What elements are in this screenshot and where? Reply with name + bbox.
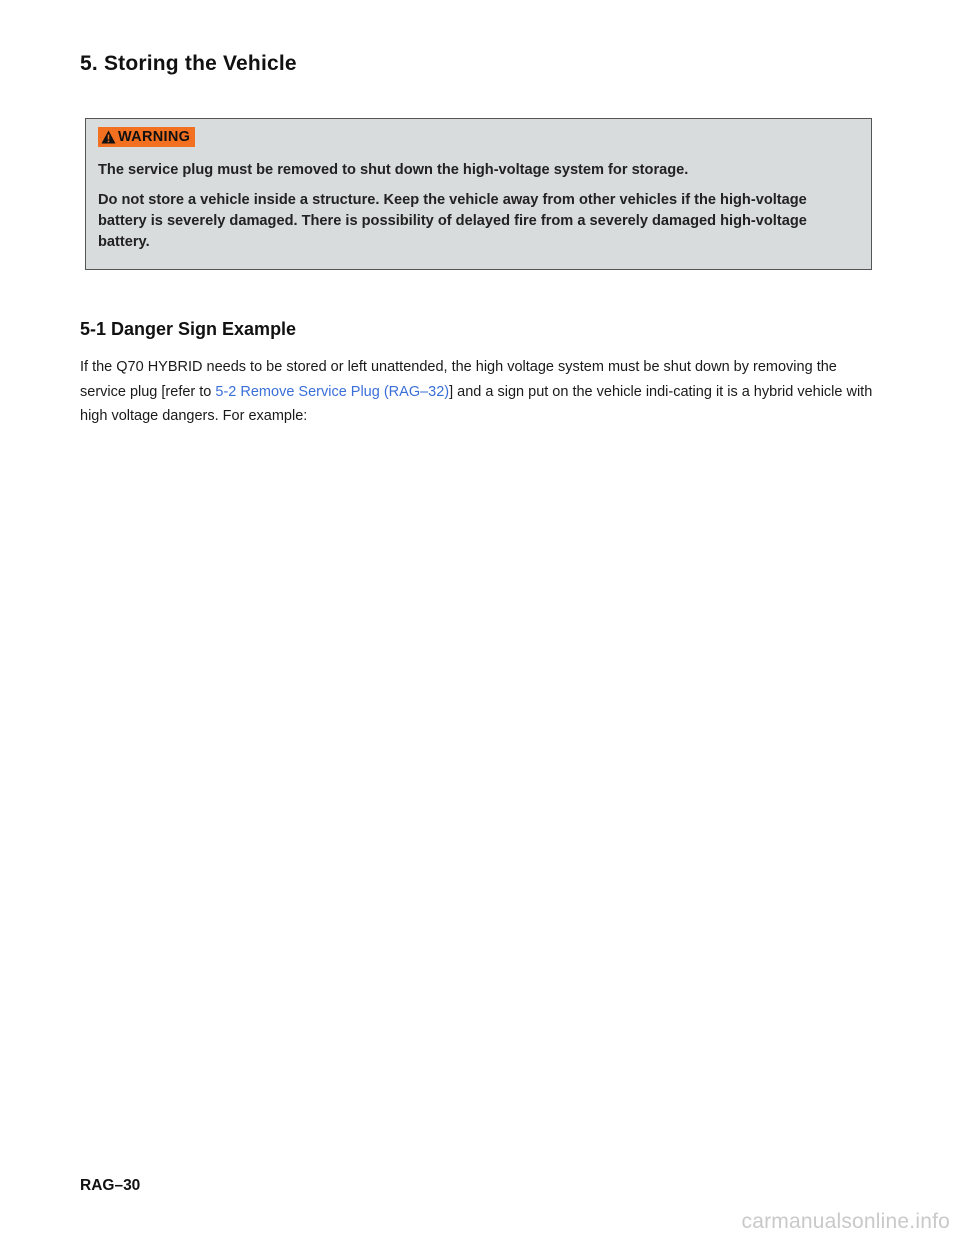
warning-box xyxy=(85,118,872,270)
warning-text-storage: The service plug must be removed to shut down the high-voltage system for storage. xyxy=(98,162,689,178)
body-text-before-link: If the Q70 HYBRID needs to be stored or left unattended, the high voltage system must be shut down by removing the service plug [refer to xyxy=(80,359,837,400)
remove-service-plug-link[interactable]: 5-2 Remove Service Plug (RAG–32) xyxy=(215,383,450,400)
warning-triangle-icon xyxy=(101,130,116,144)
page-code: RAG–30 xyxy=(80,1177,141,1194)
body-text-after-link: ] and a sign put on the vehicle indi-cating it is a hybrid vehicle with high voltage dangers. For example: xyxy=(80,383,873,424)
warning-label xyxy=(98,127,195,147)
warning-text-fire-risk: Do not store a vehicle inside a structure. Keep the vehicle away from other vehicles if the high-voltage battery is severely damaged. There is possibility of delayed fire from a severely damaged high-voltage battery. xyxy=(98,192,807,250)
section-heading: 5. Storing the Vehicle xyxy=(80,52,297,75)
subsection-heading: 5-1 Danger Sign Example xyxy=(80,319,297,339)
watermark: carmanualsonline.info xyxy=(741,1210,950,1233)
body-paragraph xyxy=(80,355,880,429)
warning-label-text: WARNING xyxy=(118,129,191,145)
